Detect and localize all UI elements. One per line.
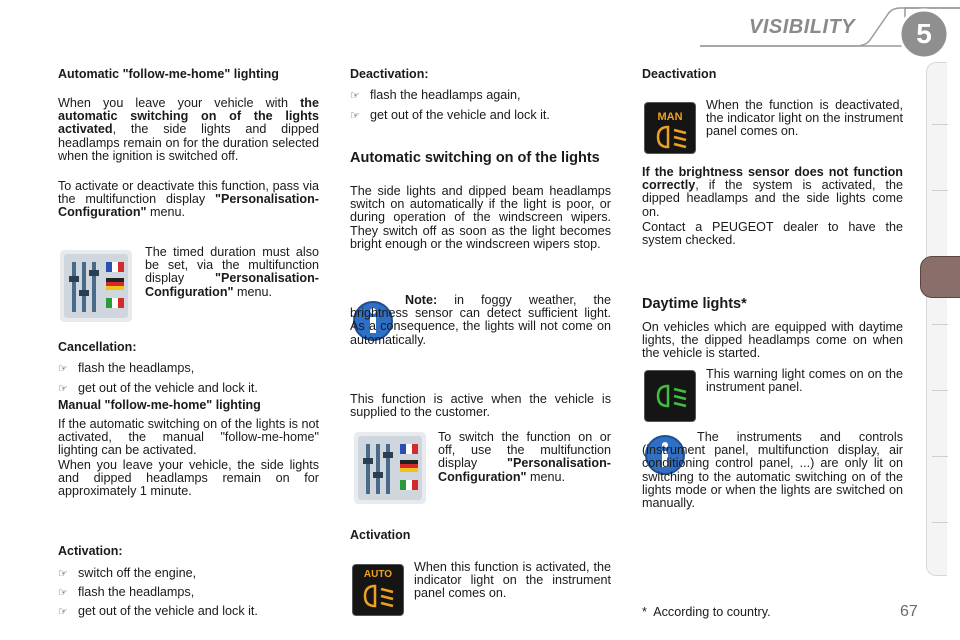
cancellation-step: ☞ flash the headlamps,: [58, 361, 195, 375]
activation-text: When this function is activated, the indicator light on the instrument panel comes on.: [414, 560, 611, 601]
activation-step: ☞ switch off the engine,: [58, 566, 197, 580]
activation-title: Activation: [350, 528, 411, 542]
instruments-lighting-text: The instruments and controls (instrument panel, multifunction display, air conditioning control panel, ...) are only lit on switching to the automatic switching on of the lights mode or when the lights are switched on manually.: [642, 430, 903, 511]
manual-follow-me-home-p2: When you leave your vehicle, the side lights and dipped headlamps remain on for approximately 1 minute.: [58, 458, 319, 499]
switch-function-text: To switch the function on or off, use the multifunction display "Personalisation-Configuration" menu.: [438, 430, 611, 484]
chapter-tabs: [926, 62, 960, 582]
active-chapter-tab: [920, 256, 960, 298]
personalisation-menu-icon: [60, 250, 132, 322]
warning-light-text: This warning light comes on on the instrument panel.: [706, 367, 903, 395]
auto-headlamp-indicator-icon: [352, 564, 404, 616]
sensor-fault-text: If the brightness sensor does not function correctly, if the system is activated, the dipped headlamps and the side lights come on.: [642, 165, 903, 219]
daytime-lights-text: On vehicles which are equipped with daytime lights, the dipped headlamps come on when the vehicle is started.: [642, 320, 903, 361]
manual-follow-me-home-title: Manual "follow-me-home" lighting: [58, 398, 261, 412]
headlamp-symbol-icon: [359, 583, 397, 609]
auto-lights-description: The side lights and dipped beam headlamps switch on automatically if the light is poor, or during operation of the windscreen wipers. They switch off as soon as the light becomes bright enough or the windscreen wipers stop.: [350, 184, 611, 251]
cancellation-step: ☞ get out of the vehicle and lock it.: [58, 381, 258, 395]
headlamp-symbol-icon: [652, 383, 690, 409]
man-indicator-icon: [644, 102, 696, 154]
daytime-lights-title: Daytime lights*: [642, 296, 747, 312]
cancellation-title: Cancellation:: [58, 340, 137, 354]
page-number: 67: [900, 603, 918, 620]
headlamp-symbol-icon: [653, 125, 689, 149]
daytime-warning-light-icon: [644, 370, 696, 422]
manual-follow-me-home-p1: If the automatic switching on of the lights is not activated, the manual "follow-me-home" lighting can be activated.: [58, 417, 319, 458]
follow-me-home-title: Automatic "follow-me-home" lighting: [58, 67, 279, 81]
footnote: * According to country.: [642, 605, 771, 619]
deactivation-title: Deactivation: [642, 67, 717, 81]
timed-duration-text: The timed duration must also be set, via the multifunction display "Personalisation-Configuration" menu.: [145, 245, 319, 299]
follow-me-home-toggle: To activate or deactivate this function, pass via the multifunction display "Personalisation-Configuration" menu.: [58, 179, 319, 220]
auto-lights-title: Automatic switching on of the lights: [350, 150, 600, 166]
contact-dealer-text: Contact a PEUGEOT dealer to have the system checked.: [642, 220, 903, 248]
auto-label: AUTO: [363, 569, 393, 580]
deactivation-text: When the function is deactivated, the indicator light on the instrument panel comes on.: [706, 98, 903, 139]
personalisation-menu-icon: [354, 432, 426, 504]
function-active-text: This function is active when the vehicle is supplied to the customer.: [350, 392, 611, 420]
deactivation-step: ☞ get out of the vehicle and lock it.: [350, 108, 550, 122]
activation-title: Activation:: [58, 544, 123, 558]
activation-step: ☞ flash the headlamps,: [58, 585, 195, 599]
deactivation-step: ☞ flash the headlamps again,: [350, 88, 521, 102]
note-foggy-weather: Note: in foggy weather, the brightness sensor can detect sufficient light. As a consequence, the lights will not come on automatically.: [350, 293, 611, 347]
chapter-number: 5: [916, 18, 932, 49]
activation-step: ☞ get out of the vehicle and lock it.: [58, 604, 258, 618]
man-label: MAN: [657, 111, 683, 123]
deactivation-title: Deactivation:: [350, 67, 429, 81]
follow-me-home-intro: When you leave your vehicle with the automatic switching on of the lights activated, the side lights and dipped headlamps remain on for the duration selected when the ignition is switched off.: [58, 96, 319, 163]
chapter-title: VISIBILITY: [749, 16, 856, 38]
